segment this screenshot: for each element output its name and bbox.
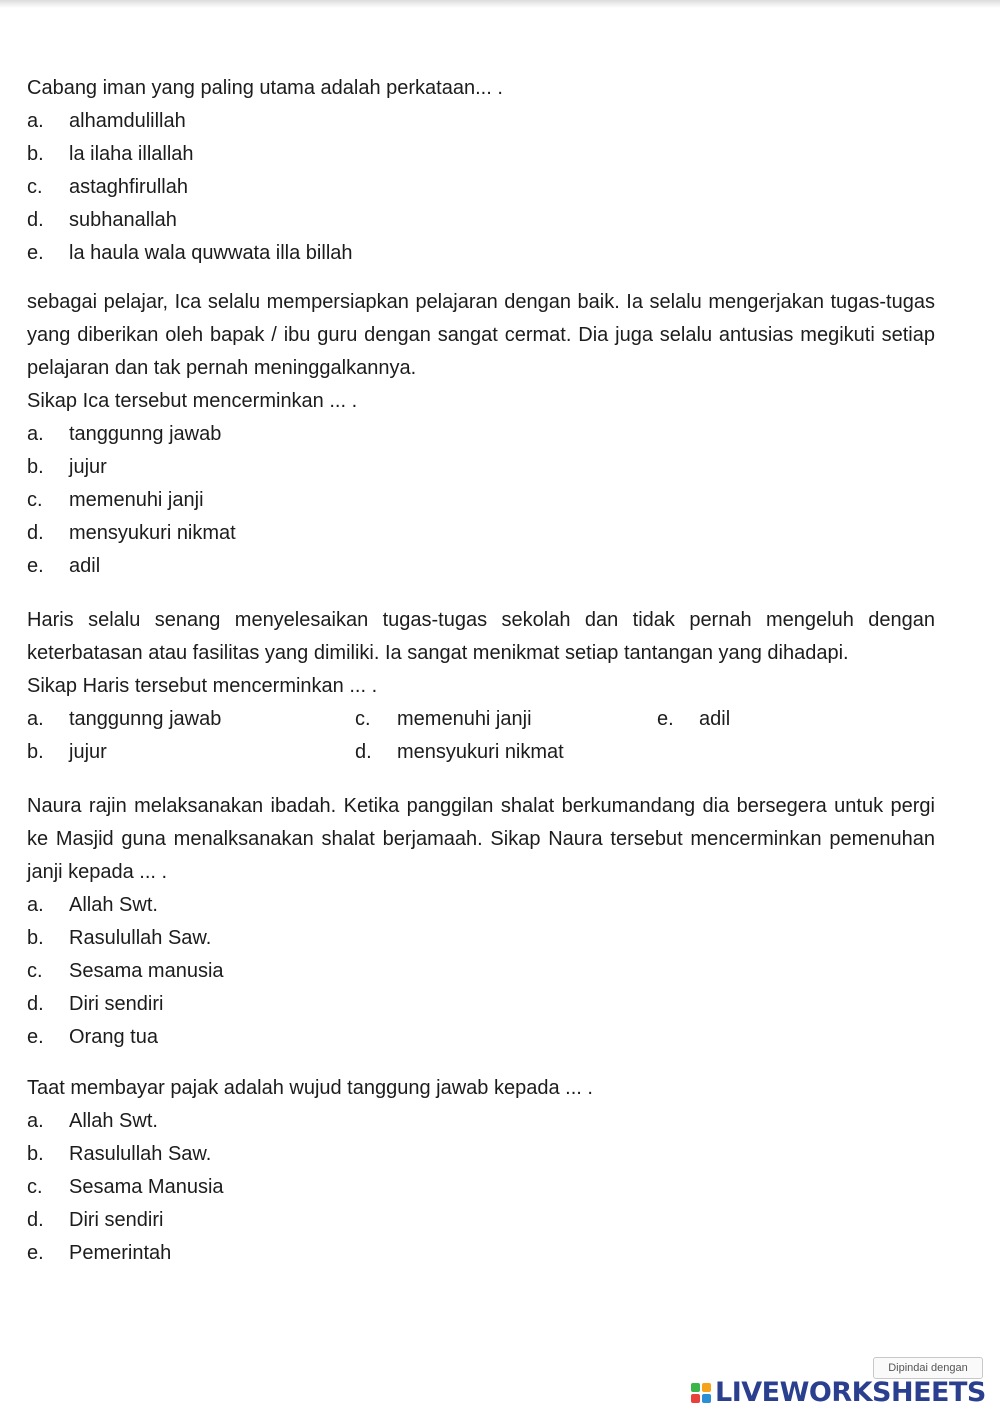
options-grid [27,703,935,769]
option-e: e. adil [657,708,731,730]
option-c: c. Sesama manusia [27,960,224,982]
option-b: b. la ilaha illallah [27,143,194,165]
question-stem: sebagai pelajar, Ica selalu mempersiapkan pelajaran dengan baik. Ia selalu mengerjakan tugas-tugas yang diberikan oleh bapak / ibu guru dengan sangat cermat. Dia juga selalu antusias megikuti setiap pelajaran dan tak pernah meninggalkannya. [27,291,935,379]
question-1 [27,72,935,270]
scan-stamp: Dipindai dengan [873,1357,983,1379]
question-stem: Taat membayar pajak adalah wujud tanggung jawab kepada ... . [27,1077,593,1099]
brand-name: LIVEWORKSHEETS [715,1377,986,1408]
option-e: e. Orang tua [27,1026,158,1048]
option-a: a. alhamdulillah [27,110,186,132]
question-4 [27,790,935,1054]
option-d: d. Diri sendiri [27,993,164,1015]
option-a: a. tanggunng jawab [27,708,222,730]
option-a: a. tanggunng jawab [27,423,222,445]
option-d: d. mensyukuri nikmat [355,741,564,763]
question-3 [27,604,935,769]
question-prompt: Sikap Ica tersebut mencerminkan ... . [27,390,358,412]
question-stem: Cabang iman yang paling utama adalah perkataan... . [27,77,503,99]
liveworksheets-logo [691,1377,986,1408]
option-e: e. adil [27,555,101,577]
question-stem: Naura rajin melaksanakan ibadah. Ketika panggilan shalat berkumandang dia bersegera untuk pergi ke Masjid guna menalksanakan shalat berjamaah. Sikap Naura tersebut mencerminkan pemenuhan janji kepada ... . [27,795,935,883]
option-c: c. memenuhi janji [27,489,204,511]
liveworksheets-logo-icon [691,1383,711,1403]
option-a: a. Allah Swt. [27,1110,158,1132]
option-d: d. Diri sendiri [27,1209,164,1231]
option-e: e. la haula wala quwwata illa billah [27,242,353,264]
question-2 [27,286,935,583]
option-b: b. Rasulullah Saw. [27,927,212,949]
option-d: d. subhanallah [27,209,177,231]
option-c: c. astaghfirullah [27,176,188,198]
option-d: d. mensyukuri nikmat [27,522,236,544]
question-stem: Haris selalu senang menyelesaikan tugas-tugas sekolah dan tidak pernah mengeluh dengan keterbatasan atau fasilitas yang dimiliki. Ia sangat menikmat setiap tantangan yang dihadapi. [27,609,935,664]
question-5 [27,1072,935,1270]
option-b: b. jujur [27,456,107,478]
option-c: c. memenuhi janji [355,708,532,730]
option-a: a. Allah Swt. [27,894,158,916]
option-b: b. jujur [27,741,107,763]
option-b: b. Rasulullah Saw. [27,1143,212,1165]
question-prompt: Sikap Haris tersebut mencerminkan ... . [27,675,378,697]
option-c: c. Sesama Manusia [27,1176,224,1198]
scan-top-edge [0,0,1000,8]
option-e: e. Pemerintah [27,1242,172,1264]
